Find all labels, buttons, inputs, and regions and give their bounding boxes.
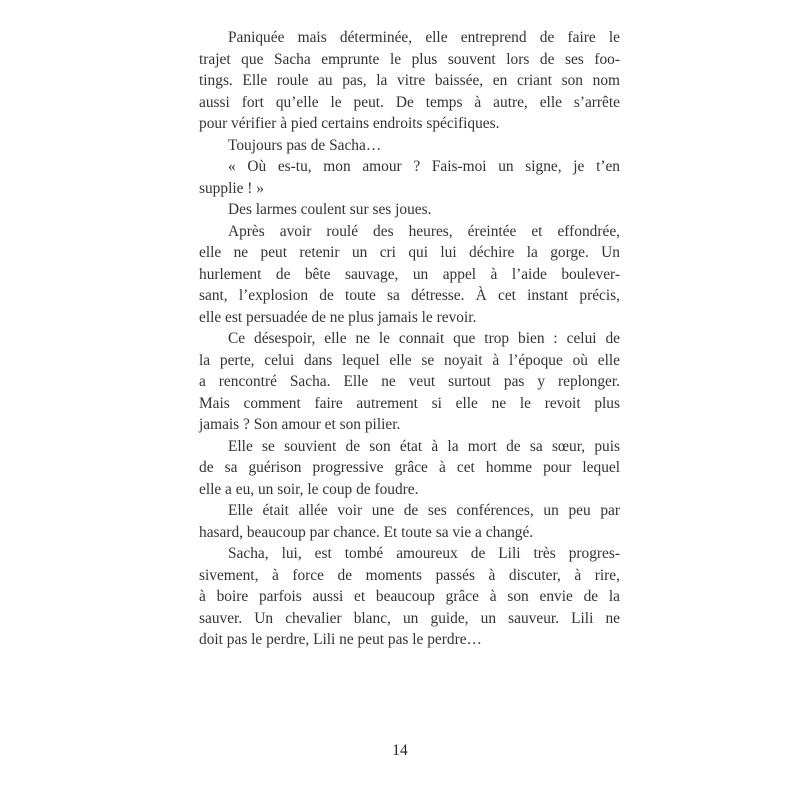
text-line: elle ne peut retenir un cri qui lui déchire la gorge. Un — [199, 244, 620, 261]
text-line: supplie ! » — [199, 179, 264, 197]
text-line: « Où es-tu, mon amour ? Fais-moi un signe, je t’en — [228, 158, 620, 175]
text-line: la perte, celui dans lequel elle se noyait à l’époque où elle — [199, 351, 620, 369]
paragraph — [199, 543, 620, 651]
paragraph — [199, 135, 620, 157]
text-line: jamais ? Son amour et son pilier. — [199, 416, 401, 433]
text-line: doit pas le perdre, Lili ne peut pas le perdre… — [199, 631, 482, 648]
text-line: Mais comment faire autrement si elle ne le revoit plus — [199, 394, 620, 412]
text-line: aussi fort qu’elle le peut. De temps à autre, elle s’arrête — [199, 93, 620, 111]
text-line: Paniquée mais déterminée, elle entreprend de faire le — [228, 29, 620, 46]
paragraph — [199, 500, 620, 543]
text-line: à boire parfois aussi et beaucoup grâce à son envie de la — [199, 588, 620, 605]
text-line: Elle se souvient de son état à la mort de sa sœur, puis — [228, 437, 620, 455]
paragraph — [199, 436, 620, 501]
text-line: a rencontré Sacha. Elle ne veut surtout pas y replonger. — [199, 373, 620, 390]
text-line: Elle était allée voir une de ses conférences, un peu par — [228, 502, 620, 519]
paragraph — [199, 27, 620, 135]
text-line: sivement, à force de moments passés à discuter, à rire, — [199, 566, 620, 584]
text-line: trajet que Sacha emprunte le plus souvent lors de ses foo- — [199, 50, 620, 68]
text-line: sauver. Un chevalier blanc, un guide, un sauveur. Lili ne — [199, 609, 620, 627]
text-line: pour vérifier à pied certains endroits spécifiques. — [199, 115, 500, 132]
text-line: Ce désespoir, elle ne le connait que trop bien : celui de — [228, 330, 620, 347]
page-number: 14 — [392, 742, 408, 759]
text-line: de sa guérison progressive grâce à cet homme pour lequel — [199, 459, 620, 476]
page-body — [199, 27, 620, 651]
paragraph — [199, 199, 620, 221]
text-line: hurlement de bête sauvage, un appel à l’aide boulever- — [199, 265, 620, 283]
text-line: hasard, beaucoup par chance. Et toute sa vie a changé. — [199, 523, 534, 541]
paragraph — [199, 328, 620, 436]
text-line: Des larmes coulent sur ses joues. — [228, 201, 432, 218]
text-line: sant, l’explosion de toute sa détresse. À cet instant précis, — [199, 287, 620, 304]
text-line: tings. Elle roule au pas, la vitre baissée, en criant son nom — [199, 72, 620, 89]
text-line: elle est persuadée de ne plus jamais le revoir. — [199, 308, 477, 326]
text-line: elle a eu, un soir, le coup de foudre. — [199, 480, 419, 498]
text-line: Après avoir roulé des heures, éreintée et effondrée, — [228, 222, 620, 240]
paragraph — [199, 156, 620, 199]
text-line: Sacha, lui, est tombé amoureux de Lili très progres- — [228, 545, 620, 562]
paragraph — [199, 221, 620, 329]
text-line: Toujours pas de Sacha… — [228, 136, 382, 154]
